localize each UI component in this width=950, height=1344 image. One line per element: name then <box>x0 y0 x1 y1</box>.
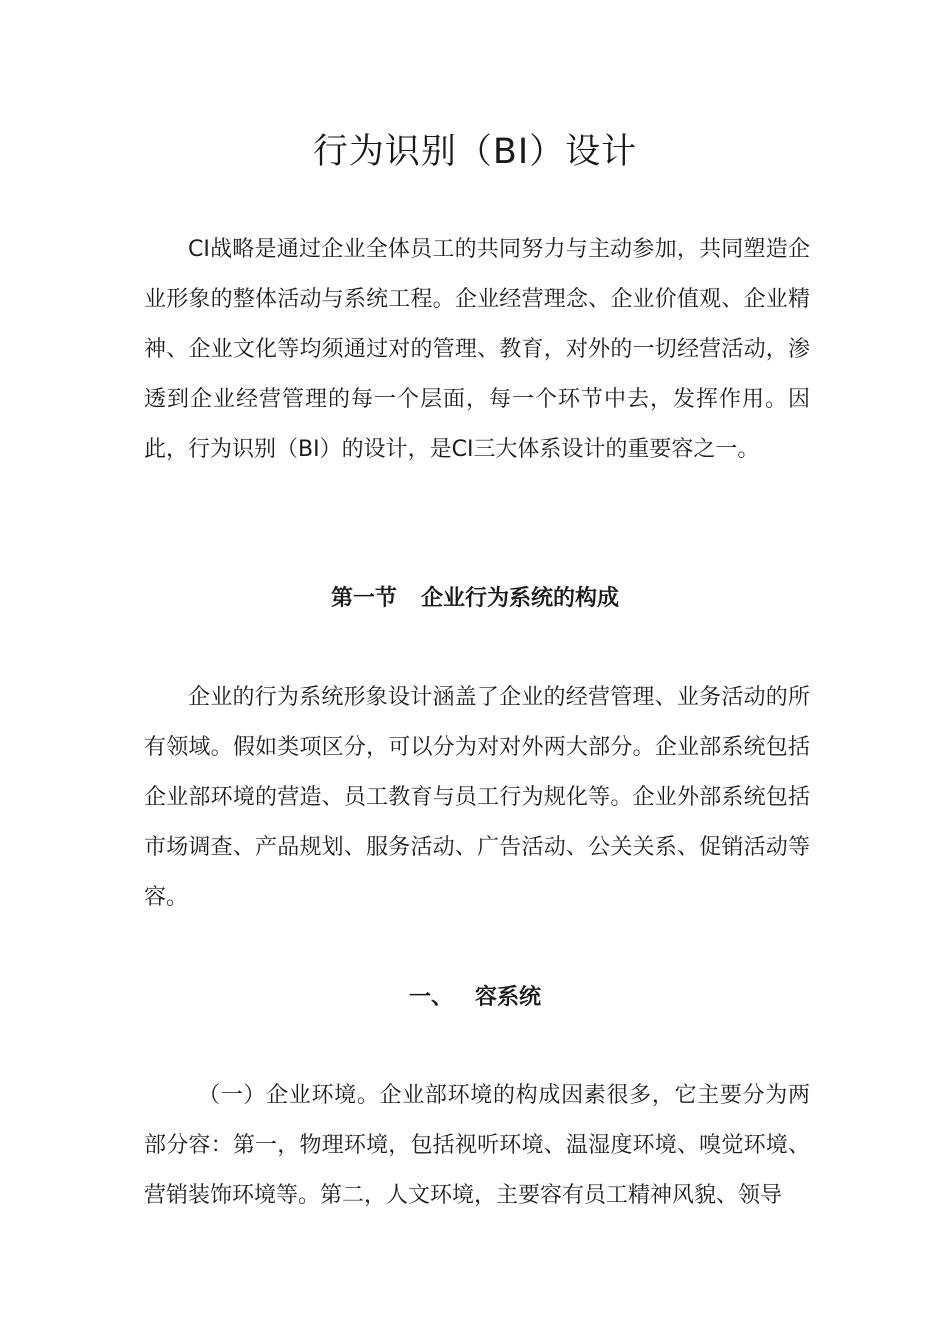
section-number: 第一节 <box>330 586 397 611</box>
document-title: 行为识别（BI）设计 <box>312 132 638 172</box>
section-title: 企业行为系统的构成 <box>421 586 620 611</box>
section-paragraph: 企业的行为系统形象设计涵盖了企业的经营管理、业务活动的所有领域。假如类项区分，可以分为对对外两大部分。企业部系统包括企业部环境的营造、员工教育与员工行为规化等。企业外部系统包括市场调查、产品规划、服务活动、广告活动、公关关系、促销活动等容。 <box>144 685 810 910</box>
subsection-number: 一、 <box>408 985 453 1010</box>
intro-paragraph: CI战略是通过企业全体员工的共同努力与主动参加，共同塑造企业形象的整体活动与系统工程。企业经营理念、企业价值观、企业精神、企业文化等均须通过对的管理、教育，对外的一切经营活动，渗透到企业经营管理的每一个层面，每一个环节中去，发挥作用。因此，行为识别（BI）的设计，是CI三大体系设计的重要容之一。 <box>144 237 810 462</box>
subsection-title: 容系统 <box>475 985 542 1010</box>
subsection-heading <box>0 976 950 1020</box>
subsection-paragraph: （一）企业环境。企业部环境的构成因素很多，它主要分为两部分容：第一，物理环境，包括视听环境、温湿度环境、嗅觉环境、营销装饰环境等。第二，人文环境，主要容有员工精神风貌、领导 <box>144 1083 810 1208</box>
section-heading <box>0 576 950 622</box>
